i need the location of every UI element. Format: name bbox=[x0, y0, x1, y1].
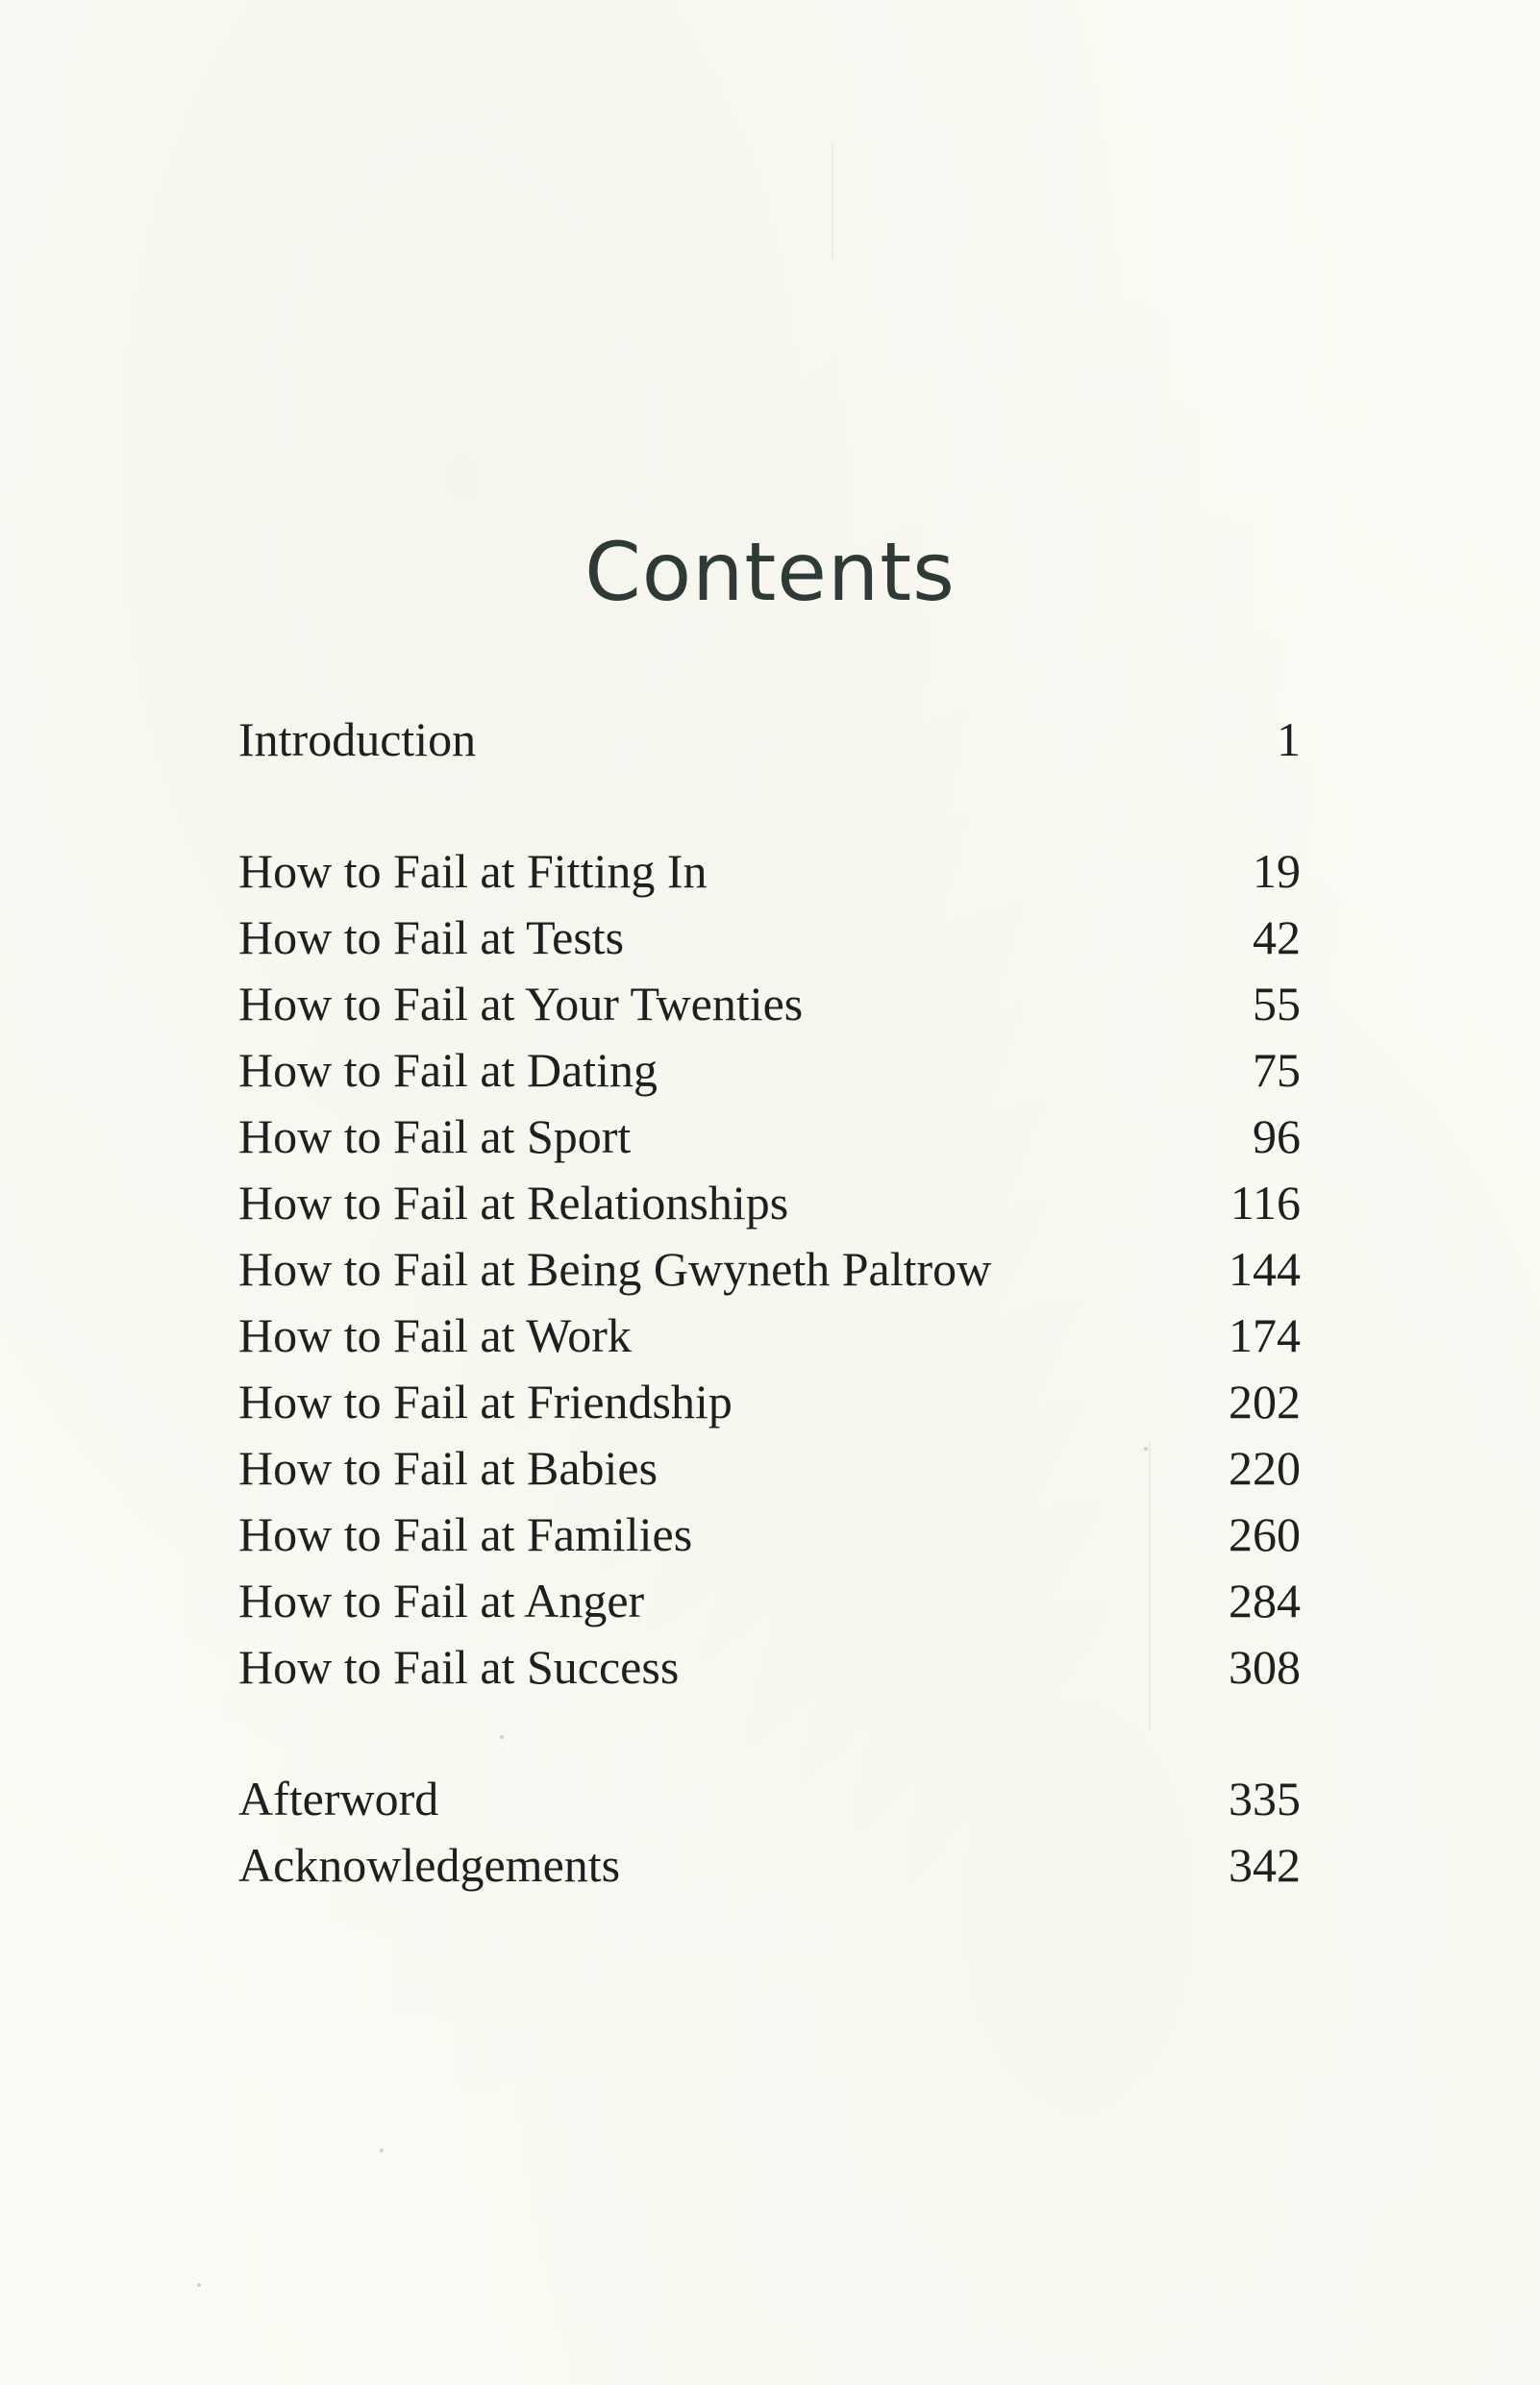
toc-entry bbox=[238, 905, 1301, 971]
toc-entry-page: 75 bbox=[1253, 1043, 1301, 1097]
toc-entry-page: 220 bbox=[1229, 1441, 1301, 1495]
toc-entry-title: How to Fail at Sport bbox=[238, 1109, 632, 1163]
toc-entry-page: 260 bbox=[1229, 1507, 1301, 1561]
toc-entry-title: How to Fail at Your Twenties bbox=[238, 977, 804, 1031]
toc-entry bbox=[238, 1104, 1301, 1170]
toc-entry-page: 174 bbox=[1229, 1308, 1301, 1362]
toc-entry-title: How to Fail at Dating bbox=[238, 1043, 658, 1097]
toc-entry-title: How to Fail at Success bbox=[238, 1640, 680, 1694]
toc-entry-title: How to Fail at Work bbox=[238, 1308, 632, 1362]
toc-entry-title: How to Fail at Fitting In bbox=[238, 844, 708, 898]
toc-entry-title: How to Fail at Families bbox=[238, 1507, 693, 1561]
toc-entry bbox=[238, 1832, 1301, 1899]
toc-entry-title: How to Fail at Babies bbox=[238, 1441, 658, 1495]
toc-entry-title: How to Fail at Friendship bbox=[238, 1375, 733, 1429]
toc-entry bbox=[238, 1568, 1301, 1634]
toc-entry-page: 1 bbox=[1277, 712, 1301, 766]
toc-entry bbox=[238, 1369, 1301, 1435]
toc-entry-page: 202 bbox=[1229, 1375, 1301, 1429]
toc-entry-page: 116 bbox=[1230, 1176, 1301, 1230]
toc-entry bbox=[238, 1766, 1301, 1832]
toc-entry bbox=[238, 1303, 1301, 1369]
toc-entry-title: Acknowledgements bbox=[238, 1838, 621, 1892]
page-title: Contents bbox=[584, 525, 956, 620]
toc-entry-page: 284 bbox=[1229, 1574, 1301, 1627]
toc-entry bbox=[238, 1037, 1301, 1104]
table-of-contents bbox=[238, 707, 1301, 1899]
toc-entry-page: 96 bbox=[1253, 1109, 1301, 1163]
toc-entry-title: How to Fail at Anger bbox=[238, 1574, 645, 1627]
toc-entry-page: 335 bbox=[1229, 1772, 1301, 1826]
toc-entry-page: 42 bbox=[1253, 910, 1301, 964]
toc-entry-page: 144 bbox=[1229, 1242, 1301, 1296]
toc-entry-title: How to Fail at Relationships bbox=[238, 1176, 789, 1230]
toc-entry bbox=[238, 1634, 1301, 1701]
toc-group-chapters bbox=[238, 838, 1301, 1701]
toc-entry-page: 55 bbox=[1253, 977, 1301, 1031]
toc-group-front-matter bbox=[238, 707, 1301, 773]
toc-entry-title: Introduction bbox=[238, 712, 477, 766]
toc-entry bbox=[238, 1502, 1301, 1568]
toc-entry bbox=[238, 707, 1301, 773]
toc-entry bbox=[238, 1170, 1301, 1236]
paper-speck bbox=[197, 2283, 201, 2287]
toc-entry-title: How to Fail at Tests bbox=[238, 910, 625, 964]
toc-entry-page: 308 bbox=[1229, 1640, 1301, 1694]
paper-crease bbox=[832, 144, 833, 260]
toc-group-back-matter bbox=[238, 1766, 1301, 1899]
toc-entry-page: 19 bbox=[1253, 844, 1301, 898]
toc-entry-page: 342 bbox=[1229, 1838, 1301, 1892]
toc-entry bbox=[238, 838, 1301, 905]
toc-entry bbox=[238, 1236, 1301, 1303]
toc-entry bbox=[238, 1435, 1301, 1502]
toc-entry-title: Afterword bbox=[238, 1772, 439, 1826]
paper-speck bbox=[380, 2149, 384, 2152]
toc-entry bbox=[238, 971, 1301, 1037]
toc-entry-title: How to Fail at Being Gwyneth Paltrow bbox=[238, 1242, 992, 1296]
